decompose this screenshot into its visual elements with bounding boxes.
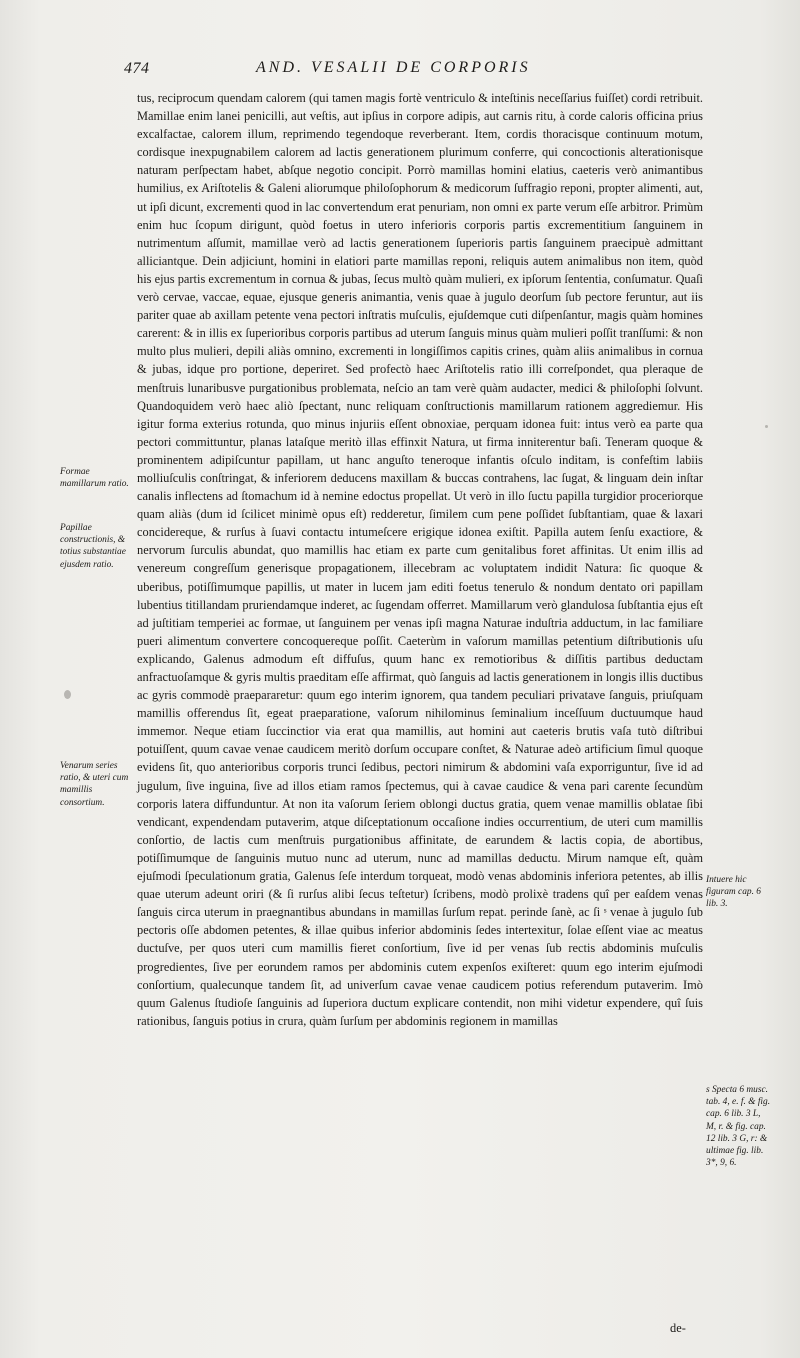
running-title: AND. VESALII DE CORPORIS xyxy=(256,59,531,76)
margin-note-papillae: Papillae constructionis, & totius substantiae ejusdem ratio. xyxy=(60,523,126,570)
catchword: de- xyxy=(670,1321,686,1335)
page-header xyxy=(124,60,704,86)
margin-note-mamillae: Formae mamillarum ratio. xyxy=(60,467,129,490)
ink-speck xyxy=(765,425,768,428)
margin-note-specta: s Specta 6 musc. tab. 4, e. f. & fig. cap. 6 lib. 3 L, M, r. & fig. cap. 12 lib. 3 G, r: & ultimae fig. lib. 3*, 9, 6. xyxy=(706,1085,771,1169)
main-text-column xyxy=(137,89,703,1030)
body-paragraph: tus, reciprocum quendam calorem (qui tamen magis fortè ventriculo & inteſtinis neceſſarius fuiſſet) cordi retribuit. Mamillae enim lanei penicilli, aut veſtis, aut ipſius in corpore adipis, aut carnis ritu, à corde caloris officina prius excalfactae, calorem illum, reprimendo tegendoque reverberant. Item, cordis thoracisque continuum motum, cordisque inexpugnabilem calorem ad lactis generationem plurimum conferre, qui concoctionis alterationisque naturam perſpectam habet, abſque negotio concipit. Porrò mamillas homini elatius, caeteris verò animantibus humilius, ex Ariſtotelis & Galeni aliorumque philoſophorum & medicorum ſuffragio reponi, propter alimenti, aut, ut ipſi dicunt, excrementi quod in lac convertendum erat penuriam, non omni ex parte verum eſſe arbitror. Primùm enim huc ſcopum dirigunt, quòd foetus in utero inferioris corporis partis excrementitium ſanguinem in nutrimentum aſſumit, mamillae verò ad lactis generationem ſuperioris partis ſanguinem praecipuè admittant alliciantque. Dein adjiciunt, homini in elatiori parte mamillas reponi, reliquis autem animalibus non item, quòd his ejus partis excrementum in cornua & jubas, ſecus multò quàm mulieri, ex ipſorum ſententia, conſumatur. Quaſi verò cervae, vaccae, equae, ejusque generis animantia, venis quae à jugulo deorſum ſub pectore feruntur, aut iis pariter quae ab axillam petente vena pectori inſtratis muſculis, ejuſdemque cuti diſpenſantur, magis quàm homines carerent: & in illis ex ſuperioribus corporis partibus ad uterum ſanguis minus quàm mulieri poſſit tranſſumi: & non multo plus mulieri, depili aliàs omnino, excrementi in longiſſimos capitis crines, quàm aliis animalibus in cornua & jubas, idque pro portione, deperiret. Sed profectò haec Ariſtotelis ratio illi correſpondet, qua pleraque de menſtruis lunaribusve purgationibus problemata, neſcio an tam verè quàm audacter, medici & philoſophi ſolvunt. Quandoquidem verò haec aliò ſpectant, nunc reliquam conſtructionis mamillarum rationem aggrediemur. His igitur forma exterius rotunda, quo minus injuriis eſſent obnoxiae, perquam idonea fuit: intus verò ea parte qua pectori committuntur, planas lataſque meritò illas effinxit Natura, ut firma inniterentur baſi. Teneram quoque & prominentem adipiſcuntur papillam, ut hanc anguſto teneroque infantis oſculo inditam, is confeſtim labiis molliuſculis conſtringat, & inferiorem deducens maxillam & buccas contrahens, lac ſugat, & linguam dein inſtar canalis inflectens ad ſtomachum id à nemine edoctus propellat. Ut verò in illo ſuctu papilla turgidior proceriorque quam aliàs (dum id ſcilicet minimè opus eſt) redderetur, ſimilem cum pene poſſidet ſubſtantiam, quae & laxari concidereque, & rurſus à ſuavi contactu intumeſcere erigique idonea exiſtit. Papilla autem ſenſu exactiore, & nervorum ſurculis abundat, quo mamillis hac etiam ex parte cum genitalibus foret affinitas. Ut enim illis ad venereum congreſſum generisque propagationem, illecebram ac voluptatem indidit Natura: ſic quoque & uberibus, potiſſimumque papillis, ut mater in lucem jam editi foetus tenerulo & nondum dentato ori papillam lubentius titillandam pruriendamque inderet, ac ſugendam offerret. Mamillarum verò glandulosa ſubſtantia ejus eſt ad juſtitiam temperiei ac formae, ut ſanguinem per venas ipſi magna Naturae induſtria adductum, in lac familiare pueri alimentum convertere concoquereque poſſit. Caeterùm in vaſorum mamillas petentium diſtributionis uſu explicando, Galenus admodum eſt diffuſus, quum hanc ex remotioribus & diſſitis partibus deductam anfractuoſamque & gyris multis praeditam eſſe affirmat, quò ſanguis ad lactis generationem in longis illis ductibus ac gyris commodè praepararetur: quum ego interim ignorem, qua tandem peculiari privatave ſanguis, priuſquam mamillis offerendus ſit, egeat praeparatione, vaſorum nihilominus ſeminalium inceſſuum ductuumque haud immemor. Neque etiam ſuccinctior via erat qua mamillis, aut homini aut caeteris brutis vaſa tutò diſtribui potuiſſent, quum cavae venae caudicem meritò dorſum occupare conſtet, & Naturae adeò artificium ſimul quoque evidens ſit, quo anterioribus corporis trunci ſedibus, pectori nimirum & abdomini vaſa exporriguntur, ſive id ad jugulum, ſive inguina, ſive ad illos etiam ramos ſpectemus, qui à cavae caudice & vena pari carente ſecundùm corporis latera diffunduntur. At non ita vaſorum ſeriem oblongi ductus gratia, quem venae mamillis oblatae ſibi vendicant, expendendam putaverim, atque diſceptationum occaſione indies occurrentium, de uteri cum mamillis conſortio, de lactis cum menſtruis purgationibus affinitate, de earundem & lactis copia, de abortibus, potiſſimumque de ſanguinis mutuo nunc ad uterum, nunc ad mamillas deductu. Mirum namque eſt, quàm ejuſmodi ſpeculationum gratia, Galenus ſeſe interdum torqueat, modò venas abdominis inferiora petentes, ab illis quae uterum adeunt oriri (& ſi rurſus alibi ſecus teſtetur) ſcribens, modò prolixè tradens quî per eaſdem venas ſanguis circa uterum in praegnantibus abundans in mamillas ſurſum repat. perinde ſanè, ac ſi ˢ venae à jugulo ſub pectoris oſſe abdomen petentes, & illae quibus inferior abdominis ſedes intertexitur, ſolae eſſent viae ac meatus ductuſve, per quos uteri cum mamillis fieret conſortium, ſive id per venas ſub rectis abdominis muſculis progredientes, ſive per eorundem ramos per abdominis cutem expenſos exiſteret: quum ego interim ejuſmodi conſortium, qualecunque tandem ſit, ad univerſum cavae venae caudicem potius referendum putaverim. Imò quum Galenus ſtudioſe ſanguinis ad ſuperiora ductum explicare contendit, non mihi videtur expendere, quî ſuis rationibus, ſanguis potius in crura, quàm ſurſum per abdominis regionem in mamillas xyxy=(137,91,703,1028)
page-number: 474 xyxy=(124,60,150,77)
margin-note-venarum: Venarum series ratio, & uteri cum mamillis consortium. xyxy=(60,761,129,808)
ink-blot xyxy=(64,690,71,699)
margin-note-intuere: Intuere hic figuram cap. 6 lib. 3. xyxy=(706,875,761,910)
